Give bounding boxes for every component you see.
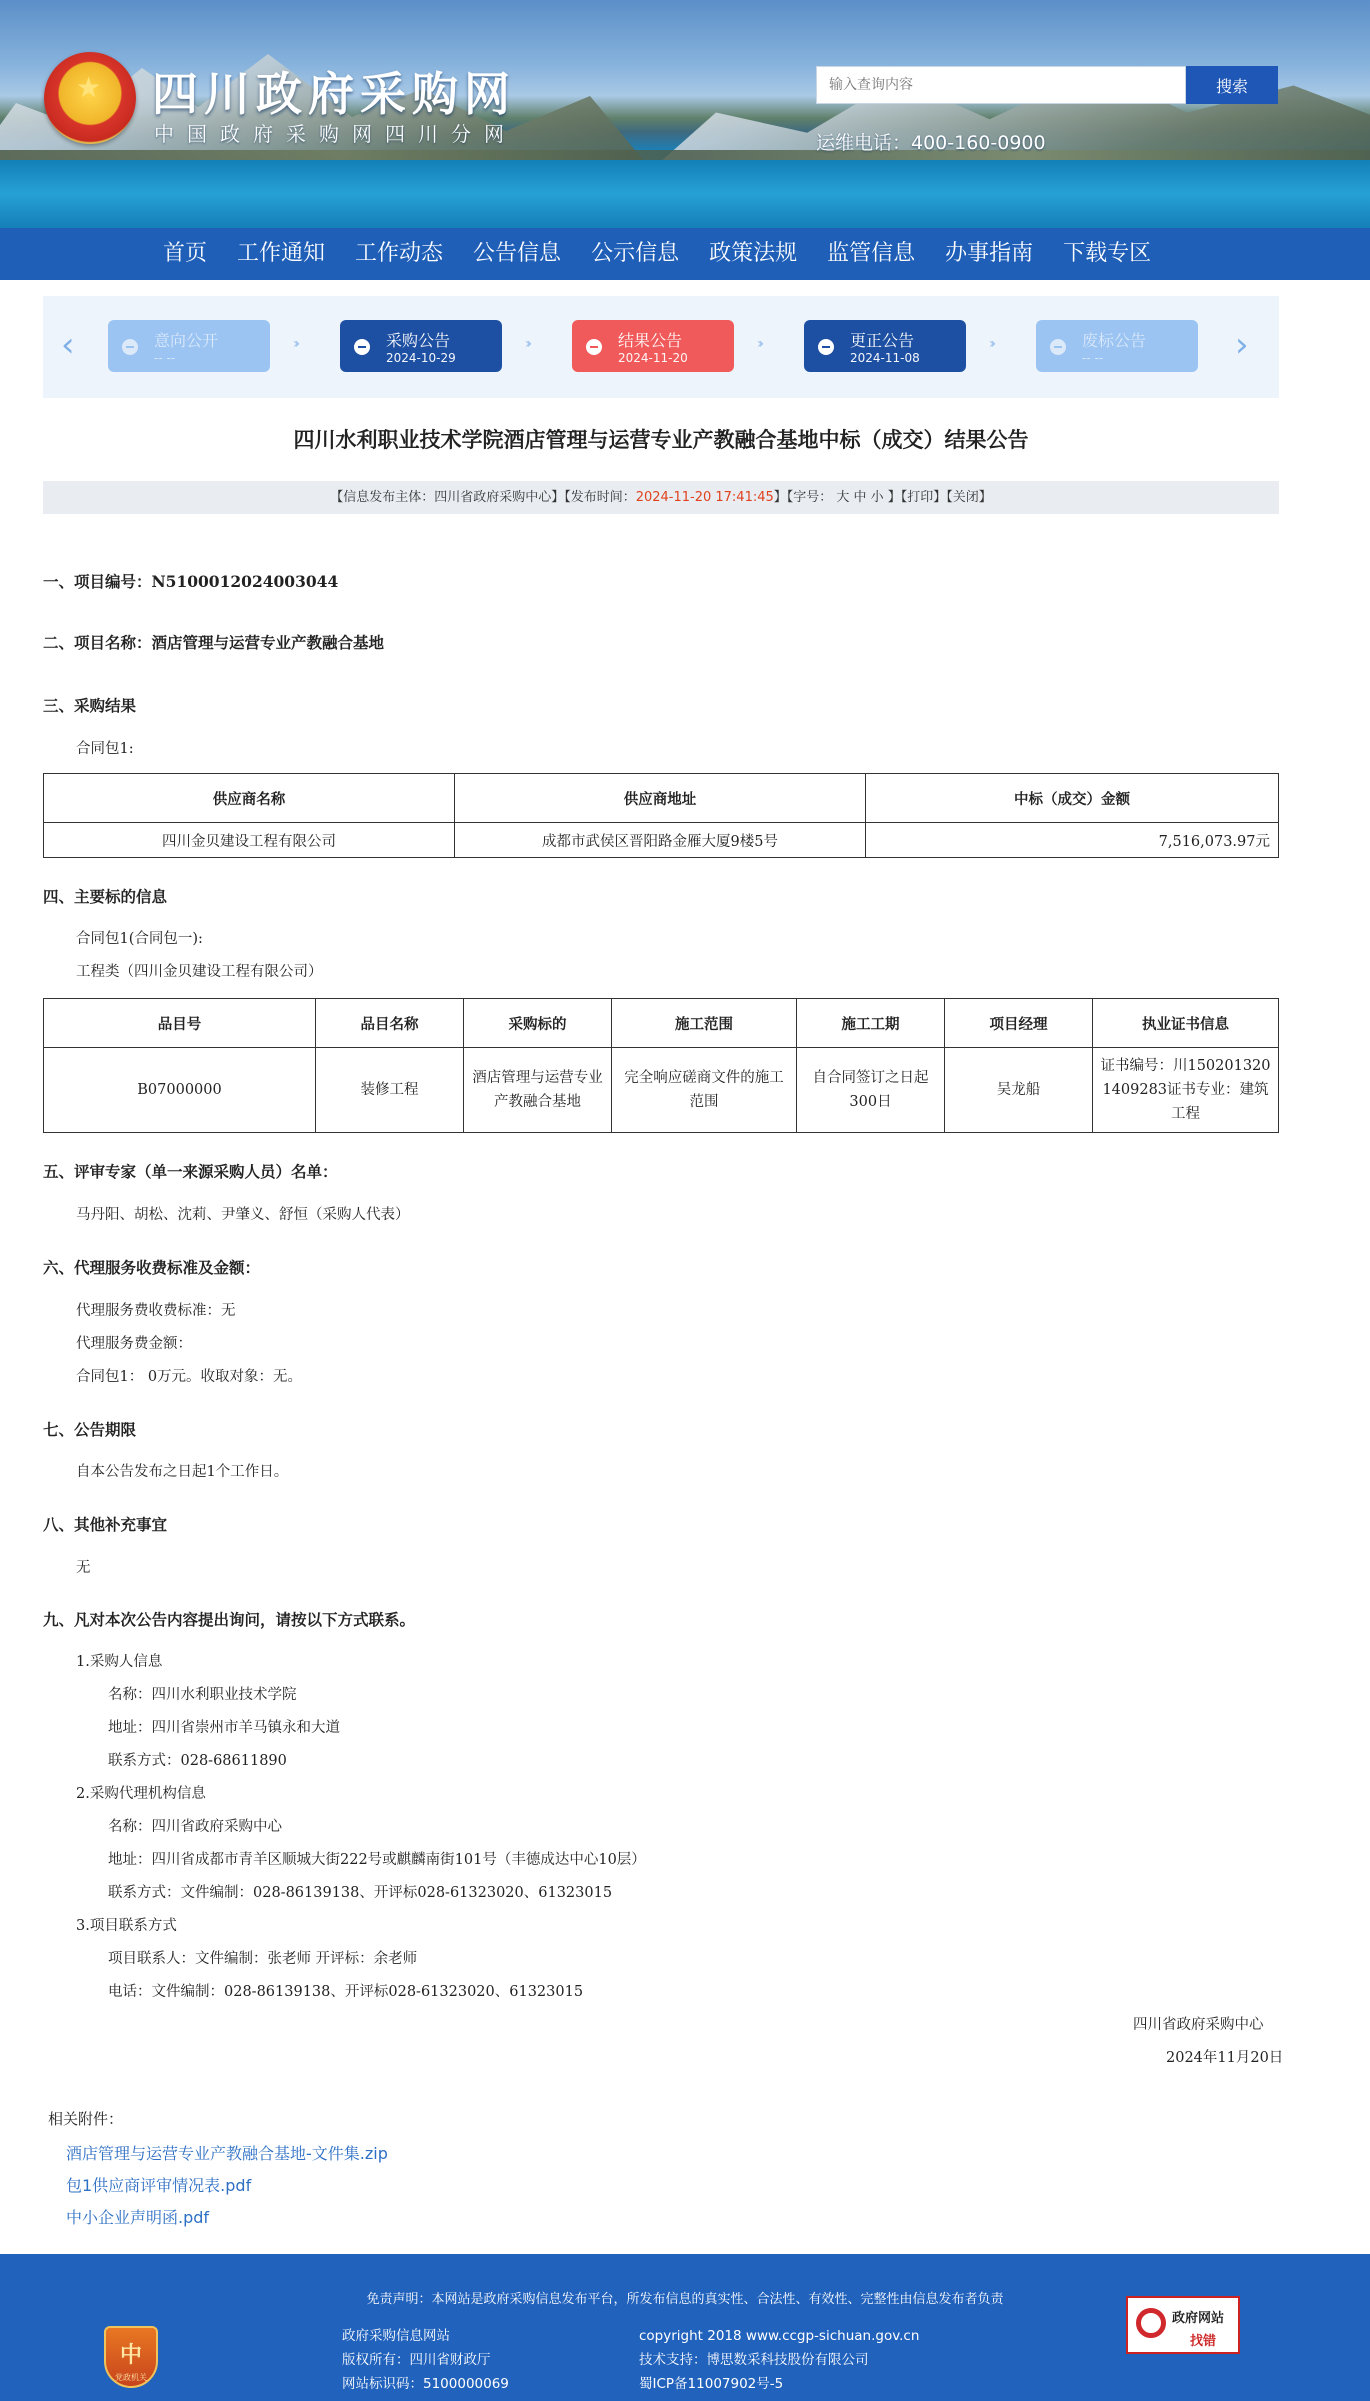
table-header-cell: 品目名称	[316, 999, 464, 1048]
step-date: 2024-11-20	[618, 351, 688, 365]
nav-item-announcements[interactable]: 公告信息	[473, 241, 562, 266]
contact-purchaser-phone: 联系方式：028-68611890	[108, 1753, 287, 1769]
double-chevron-icon: ››	[293, 336, 297, 352]
article-meta	[43, 481, 1279, 514]
footer-line: 技术支持：博思数采科技股份有限公司	[639, 2352, 869, 2368]
items-table	[43, 998, 1279, 1133]
result-package-label: 合同包1:	[76, 741, 134, 757]
report-error-button[interactable]	[1126, 2296, 1240, 2354]
step-correction[interactable]	[804, 320, 966, 372]
search-input[interactable]	[816, 66, 1186, 104]
header-banner	[0, 0, 1370, 228]
table-header-cell: 施工范围	[612, 999, 797, 1048]
contact-agency-address: 地址：四川省成都市青羊区顺城大街222号或麒麟南街101号（丰德成达中心10层）	[108, 1852, 646, 1868]
table-header-cell: 供应商名称	[44, 774, 455, 823]
items-package-label: 合同包1(合同包一):	[76, 931, 203, 947]
fee-amount-label: 代理服务费金额：	[76, 1336, 192, 1352]
nav-item-home[interactable]: 首页	[163, 241, 208, 266]
double-chevron-icon: ››	[525, 336, 529, 352]
section-result-heading: 三、采购结果	[43, 696, 137, 715]
table-cell: 成都市武侯区晋阳路金雁大厦9楼5号	[455, 823, 866, 858]
table-cell: 酒店管理与运营专业产教融合基地	[464, 1048, 612, 1133]
fee-package: 合同包1： 0万元。收取对象：无。	[76, 1369, 303, 1385]
table-cell: B07000000	[44, 1048, 316, 1133]
signature-date: 2024年11月20日	[1166, 2050, 1284, 2066]
table-cell: 完全响应磋商文件的施工范围	[612, 1048, 797, 1133]
contact-purchaser-name: 名称：四川水利职业技术学院	[108, 1687, 297, 1703]
section-experts-heading: 五、评审专家（单一来源采购人员）名单：	[43, 1162, 338, 1181]
double-chevron-icon: ››	[757, 336, 761, 352]
table-cell: 证书编号：川1502013201409283证书专业：建筑工程	[1093, 1048, 1279, 1133]
nav-item-downloads[interactable]: 下载专区	[1063, 241, 1152, 266]
experts-list: 马丹阳、胡松、沈莉、尹肇义、舒恒（采购人代表）	[76, 1207, 410, 1223]
report-title: 政府网站	[1172, 2311, 1225, 2326]
result-table	[43, 773, 1279, 858]
signature-org: 四川省政府采购中心	[1133, 2017, 1264, 2033]
report-action: 找错	[1190, 2334, 1217, 2349]
step-abandoned[interactable]	[1036, 320, 1198, 372]
table-header-cell: 供应商地址	[455, 774, 866, 823]
step-date: 2024-10-29	[386, 351, 456, 365]
contact-agency-phone: 联系方式：文件编制：028-86139138、开评标028-61323020、61323015	[108, 1885, 613, 1901]
table-row	[44, 823, 1279, 858]
section-fee-heading: 六、代理服务收费标准及金额：	[43, 1258, 261, 1277]
table-cell: 自合同签订之日起300日	[797, 1048, 945, 1133]
table-header-cell: 采购标的	[464, 999, 612, 1048]
footer-right-info	[639, 2324, 919, 2396]
footer-line: 网站标识码：5100000069	[342, 2376, 509, 2392]
banner-lake	[0, 160, 1370, 228]
chevron-left-icon[interactable]: ‹	[61, 325, 75, 365]
table-header-cell: 施工工期	[797, 999, 945, 1048]
contact-agency-title: 2.采购代理机构信息	[76, 1786, 206, 1802]
step-status-icon	[122, 339, 138, 355]
step-name: 废标公告	[1082, 331, 1147, 350]
table-header-row	[44, 774, 1279, 823]
table-cell: 四川金贝建设工程有限公司	[44, 823, 455, 858]
step-result[interactable]	[572, 320, 734, 372]
period-text: 自本公告发布之日起1个工作日。	[76, 1464, 289, 1480]
section-project-number: 一、项目编号：N5100012024003044	[43, 572, 339, 591]
section-project-name: 二、项目名称：酒店管理与运营专业产教融合基地	[43, 633, 385, 652]
nav-item-work-notice[interactable]: 工作通知	[237, 241, 326, 266]
step-status-icon	[354, 339, 370, 355]
footer-line: 版权所有：四川省财政厅	[342, 2352, 491, 2368]
table-cell: 7,516,073.97元	[866, 823, 1279, 858]
double-chevron-icon: ››	[989, 336, 993, 352]
nav-item-guide[interactable]: 办事指南	[945, 241, 1034, 266]
table-header-cell: 执业证书信息	[1093, 999, 1279, 1048]
step-name: 结果公告	[618, 331, 683, 350]
national-emblem-icon[interactable]: ★	[44, 52, 136, 144]
section-other-heading: 八、其他补充事宜	[43, 1515, 168, 1534]
step-name: 采购公告	[386, 331, 451, 350]
section-period-heading: 七、公告期限	[43, 1420, 137, 1439]
step-status-icon	[1050, 339, 1066, 355]
search-button[interactable]: 搜索	[1186, 66, 1278, 104]
step-procurement[interactable]	[340, 320, 502, 372]
table-header-cell: 项目经理	[945, 999, 1093, 1048]
section-contact-heading: 九、凡对本次公告内容提出询问，请按以下方式联系。	[43, 1610, 416, 1629]
nav-item-work-news[interactable]: 工作动态	[355, 241, 444, 266]
contact-project-title: 3.项目联系方式	[76, 1918, 177, 1934]
magnifier-icon	[1136, 2308, 1166, 2338]
contact-purchaser-address: 地址：四川省崇州市羊马镇永和大道	[108, 1720, 340, 1736]
step-date: -- --	[1082, 351, 1104, 365]
footer-disclaimer: 免责声明：本网站是政府采购信息发布平台，所发布信息的真实性、合法性、有效性、完整性由信息发布者负责	[366, 2292, 1004, 2307]
section-items-heading: 四、主要标的信息	[43, 887, 168, 906]
chevron-right-icon[interactable]: ›	[1235, 325, 1249, 365]
table-header-cell: 品目号	[44, 999, 316, 1048]
attachment-link[interactable]: 酒店管理与运营专业产教融合基地-文件集.zip	[66, 2144, 388, 2163]
main-nav	[0, 228, 1370, 280]
fee-standard: 代理服务费收费标准：无	[76, 1303, 236, 1319]
meta-publisher: 【信息发布主体：四川省政府采购中心】【发布时间：	[330, 490, 636, 505]
step-name: 意向公开	[154, 331, 219, 350]
step-date: 2024-11-08	[850, 351, 920, 365]
step-intent[interactable]	[108, 320, 270, 372]
footer-line[interactable]: 蜀ICP备11007902号-5	[639, 2376, 784, 2392]
contact-purchaser-title: 1.采购人信息	[76, 1654, 163, 1670]
meta-publish-time: 2024-11-20 17:41:45	[635, 490, 774, 505]
contact-project-person: 项目联系人：文件编制：张老师 开评标：余老师	[108, 1951, 418, 1967]
table-cell: 装修工程	[316, 1048, 464, 1133]
contact-project-phone: 电话：文件编制：028-86139138、开评标028-61323020、61323015	[108, 1984, 584, 2000]
nav-item-publicity[interactable]: 公示信息	[591, 241, 680, 266]
badge-text: 党政机关	[115, 2373, 147, 2382]
footer-line: copyright 2018 www.ccgp-sichuan.gov.cn	[639, 2328, 920, 2344]
step-name: 更正公告	[850, 331, 915, 350]
other-text: 无	[76, 1560, 91, 1576]
step-date: -- --	[154, 351, 176, 365]
footer	[0, 2254, 1370, 2401]
items-type-label: 工程类（四川金贝建设工程有限公司）	[76, 964, 323, 980]
nav-item-policies[interactable]: 政策法规	[709, 241, 798, 266]
step-status-icon	[586, 339, 602, 355]
attachment-link[interactable]: 包1供应商评审情况表.pdf	[66, 2176, 252, 2195]
footer-line: 政府采购信息网站	[342, 2328, 450, 2344]
table-header-row	[44, 999, 1279, 1048]
hotline-text: 运维电话：400-160-0900	[816, 132, 1046, 154]
site-title[interactable]: 四川政府采购网	[152, 67, 516, 121]
attachment-link[interactable]: 中小企业声明函.pdf	[66, 2208, 210, 2227]
table-header-cell: 中标（成交）金额	[866, 774, 1279, 823]
footer-left-info	[342, 2324, 509, 2396]
party-government-badge-icon[interactable]: 中 党政机关	[104, 2326, 158, 2388]
contact-agency-name: 名称：四川省政府采购中心	[108, 1819, 282, 1835]
article-title: 四川水利职业技术学院酒店管理与运营专业产教融合基地中标（成交）结果公告	[293, 428, 1029, 452]
nav-item-supervision[interactable]: 监管信息	[827, 241, 916, 266]
meta-actions[interactable]: 】【字号： 大 中 小 】【打印】【关闭】	[773, 490, 992, 505]
attachments-label: 相关附件：	[48, 2110, 124, 2128]
table-cell: 吴龙船	[945, 1048, 1093, 1133]
table-row	[44, 1048, 1279, 1133]
step-status-icon	[818, 339, 834, 355]
site-subtitle: 中国政府采购网四川分网	[154, 122, 517, 146]
announcement-stepper	[43, 296, 1279, 398]
